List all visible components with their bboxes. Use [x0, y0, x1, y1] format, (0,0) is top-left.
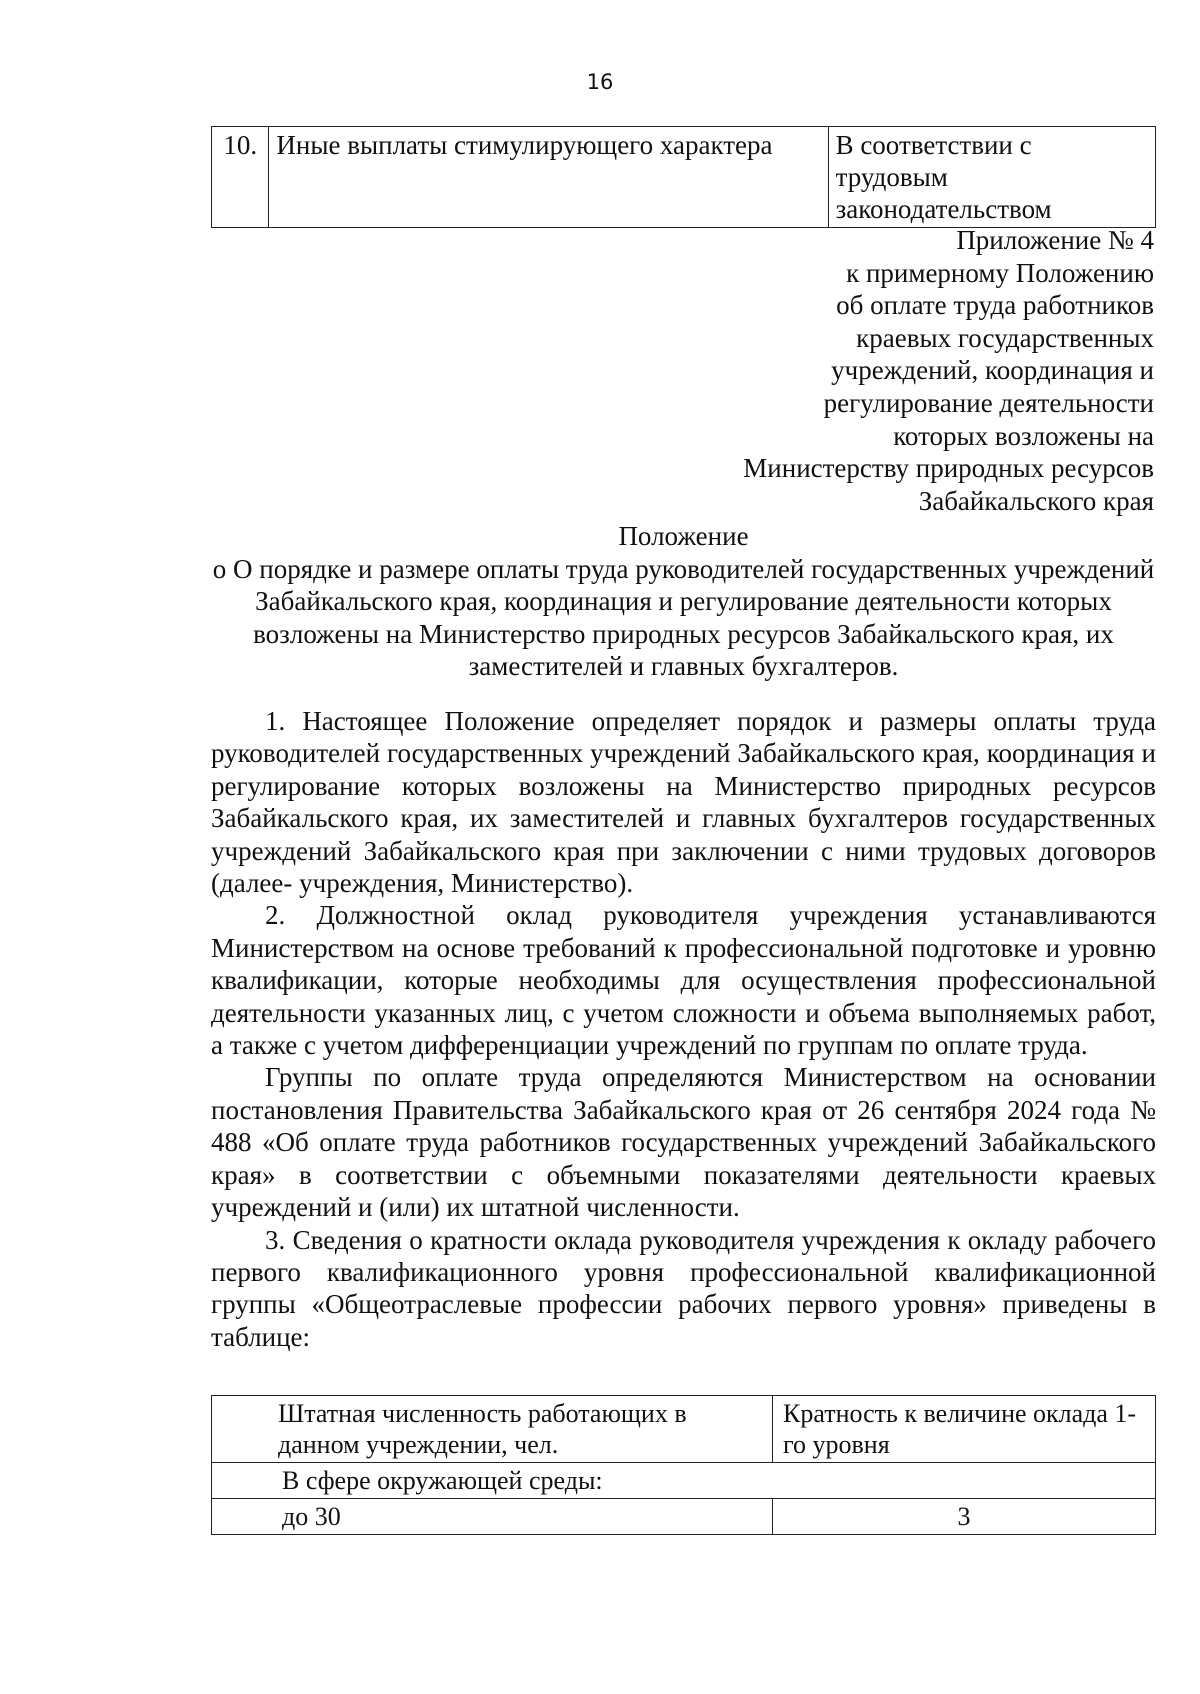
- appendix-line: Приложение № 4: [956, 225, 1154, 255]
- table-section-row: [212, 1463, 1156, 1499]
- section-label: В сфере окружающей среды:: [212, 1463, 1156, 1499]
- header-staff-count-text: Штатная численность работающих в данном учреждении, чел.: [278, 1399, 687, 1459]
- paragraph-4: 3. Сведения о кратности оклада руководителя учреждения к окладу рабочего первого квалификационного уровня профессиональной квалификационной группы «Общеотраслевые профессии рабочих первого уровня» приведены в таблице:: [211, 1224, 1156, 1352]
- payment-basis: В соответствии с трудовым законодательством: [828, 127, 1155, 228]
- appendix-line: к примерному Положению: [846, 257, 1154, 288]
- document-title: [211, 520, 1156, 683]
- appendix-line: которых возложены на: [893, 420, 1154, 451]
- salary-ratio-table: [211, 1395, 1156, 1535]
- title-subtitle: о О порядке и размере оплаты труда руководителей государственных учреждений Забайкальского края, координация и регулирование деятельности которых возложены на Министерство природных ресурсов Забайкальского края, их заместителей и главных бухгалтеров.: [212, 553, 1155, 682]
- staff-range: до 30: [212, 1499, 773, 1535]
- title-heading: Положение: [618, 521, 749, 551]
- header-ratio: Кратность к величине оклада 1-го уровня: [773, 1396, 1156, 1463]
- table-row: [212, 1499, 1156, 1535]
- appendix-line: учреждений, координация и: [831, 355, 1154, 386]
- paragraph-2: 2. Должностной оклад руководителя учреждения устанавливаются Министерством на основе требований к профессиональной подготовке и уровню квалификации, которые необходимы для осуществления профессиональной деятельности указанных лиц, с учетом сложности и объема выполняемых работ, а также с учетом дифференциации учреждений по группам по оплате труда.: [211, 900, 1156, 1061]
- page-number-text: 16: [586, 70, 614, 94]
- appendix-line: Министерству природных ресурсов: [743, 453, 1154, 484]
- header-staff-count: [212, 1396, 773, 1463]
- table-header-row: [212, 1396, 1156, 1463]
- appendix-line: об оплате труда работников: [836, 290, 1154, 321]
- paragraph-3: Группы по оплате труда определяются Министерством на основании постановления Правительства Забайкальского края от 26 сентября 2024 года № 488 «Об оплате труда работников государственных учреждений Забайкальского края» в соответствии с объемными показателями деятельности краевых учреждений и (или) их штатной численности.: [211, 1062, 1156, 1223]
- payment-name: Иные выплаты стимулирующего характера: [269, 127, 828, 228]
- ratio-value: 3: [773, 1499, 1156, 1535]
- appendix-line: Забайкальского края: [918, 485, 1154, 516]
- row-number: 10.: [212, 127, 269, 228]
- appendix-line: регулирование деятельности: [823, 387, 1154, 418]
- payments-table: [211, 126, 1156, 228]
- paragraph-1: 1. Настоящее Положение определяет порядок и размеры оплаты труда руководителей государственных учреждений Забайкальского края, координация и регулирование которых возложены на Министерство природных ресурсов Забайкальского края, их заместителей и главных бухгалтеров государственных учреждений Забайкальского края при заключении с ними трудовых договоров (далее- учреждения, Министерство).: [211, 706, 1156, 899]
- table-row: [212, 127, 1156, 228]
- document-body: [211, 705, 1156, 1353]
- appendix-header: [634, 224, 1154, 517]
- appendix-line: краевых государственных: [856, 322, 1154, 353]
